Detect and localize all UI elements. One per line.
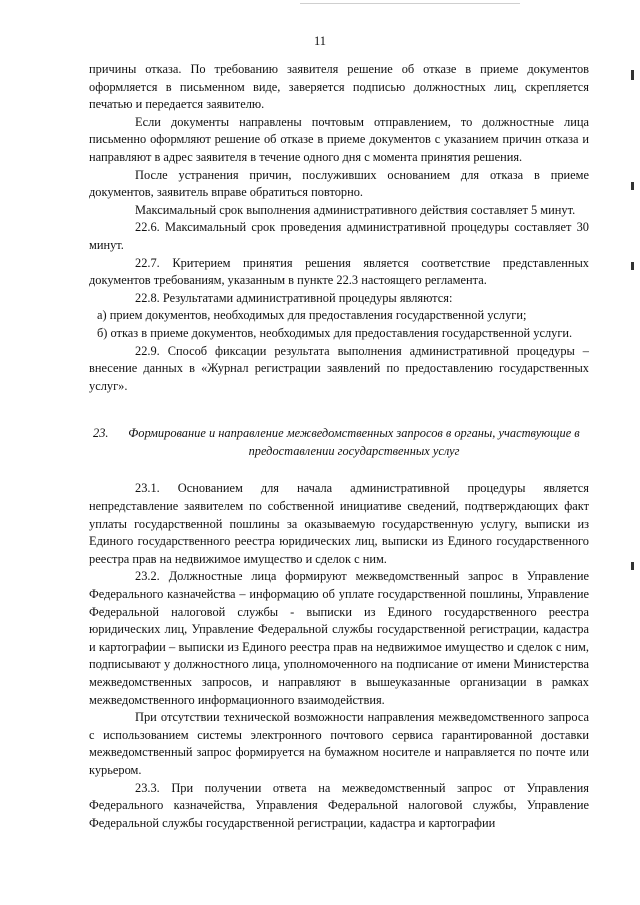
paragraph: 23.1. Основанием для начала административной процедуры является непредставление заявителем по собственной инициативе сведений, подтверждающих факт уплаты государственной пошлины за оказываемую государственную услугу, выписки из Единого государственного реестра юридических лиц, выписки из Единого государственного реестра прав на недвижимое имущество и сделок с ним. bbox=[89, 481, 589, 566]
paragraph: После устранения причин, послуживших основанием для отказа в приеме документов, заявитель вправе обратиться повторно. bbox=[89, 167, 589, 200]
list-item: б) отказ в приеме документов, необходимых для предоставления государственной услуги. bbox=[97, 325, 573, 340]
paragraph: 22.8. Результатами административной процедуры являются: bbox=[135, 290, 453, 305]
section-heading bbox=[89, 425, 589, 460]
paragraph: Если документы направлены почтовым отправлением, то должностные лица письменно оформляют решение об отказе в приеме документов с указанием причин отказа и направляют в адрес заявителя в течение одного дня с момента принятия решения. bbox=[89, 114, 589, 164]
section-title: Формирование и направление межведомственных запросов в органы, участвующие в предоставлении государственных услуг bbox=[128, 426, 580, 458]
paragraph: При отсутствии технической возможности направления межведомственного запроса с использованием системы электронного почтового сервиса гарантированной доставки межведомственный запрос формируется на бумажном носителе и направляется по почте или курьером. bbox=[89, 710, 589, 777]
scan-edge-mark bbox=[631, 70, 634, 80]
document-body bbox=[89, 61, 589, 832]
scan-edge-mark bbox=[631, 262, 634, 270]
page-number: 11 bbox=[313, 34, 327, 48]
paragraph: причины отказа. По требованию заявителя решение об отказе в приеме документов оформляется в письменном виде, заверяется подписью должностных лиц, скрепляется печатью и передается заявителю. bbox=[89, 62, 589, 112]
paragraph: 23.2. Должностные лица формируют межведомственный запрос в Управление Федерального казначейства – информацию об уплате государственной пошлины, Управление Федеральной налоговой службы - выписки из Единого государственного реестра юридических лиц, Управление Федеральной службы государственной регистрации, кадастра и картографии – выписки из Единого реестра прав на недвижимое имущество и сделок с ним, подписывают у должностного лица, уполномоченного на подписание от имени Министерства межведомственных запросов, и направляют в вышеуказанные организации в рамках межведомственного информационного взаимодействия. bbox=[89, 569, 589, 707]
paragraph: 22.7. Критерием принятия решения является соответствие представленных документов требованиям, указанным в пункте 22.3 настоящего регламента. bbox=[89, 255, 589, 288]
paragraph: 22.6. Максимальный срок проведения административной процедуры составляет 30 минут. bbox=[89, 220, 589, 252]
paragraph: 23.3. При получении ответа на межведомственный запрос от Управления Федерального казначейства, Управления Федеральной налоговой службы, Управление Федеральной службы государственной регистрации, кадастра и картографии bbox=[89, 780, 589, 830]
section-number: 23. bbox=[93, 426, 109, 441]
list-item: а) прием документов, необходимых для предоставления государственной услуги; bbox=[97, 308, 527, 323]
scan-edge-mark bbox=[631, 182, 634, 190]
paragraph: 22.9. Способ фиксации результата выполнения административной процедуры – внесение данных в «Журнал регистрации заявлений по предоставлению государственных услуг». bbox=[89, 343, 589, 393]
paragraph: Максимальный срок выполнения административного действия составляет 5 минут. bbox=[135, 202, 576, 217]
scan-edge-mark bbox=[631, 562, 634, 570]
scan-artifact-line bbox=[300, 3, 520, 4]
